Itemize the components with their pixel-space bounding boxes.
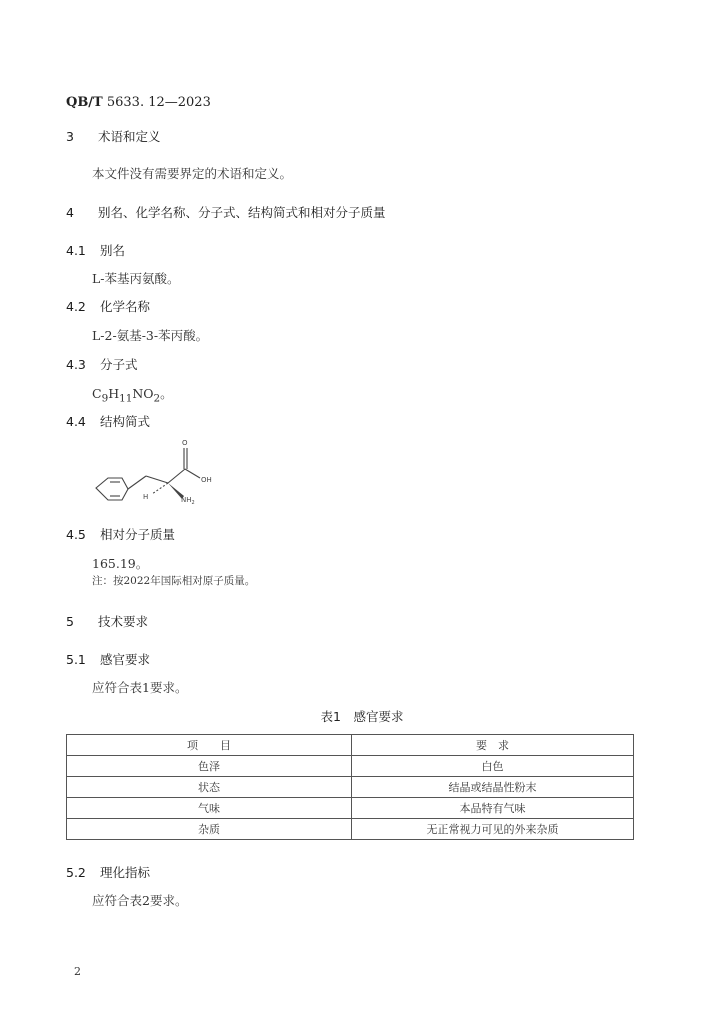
page-number: 2 xyxy=(74,965,81,978)
section-4-2-text: L-2-氨基-3-苯丙酸。 xyxy=(92,328,209,343)
molecular-mass-note: 注：按2022年国际相对原子质量。 xyxy=(92,575,256,587)
table-cell: 结晶或结晶性粉末 xyxy=(352,777,634,798)
table-cell: 气味 xyxy=(67,798,352,819)
section-4-2-heading: 4.2 化学名称 xyxy=(66,299,151,314)
table-row xyxy=(67,777,634,798)
molecular-formula: $C_9H_{11}NO_2$。 xyxy=(92,386,173,405)
section-5-1-text: 应符合表1要求。 xyxy=(92,680,188,695)
table-1-caption: 表1 感官要求 xyxy=(320,709,404,724)
section-4-1-text: L-苯基丙氨酸。 xyxy=(92,271,180,286)
section-5-2-heading: 5.2 理化指标 xyxy=(66,865,151,880)
hydroxyl-label: OH xyxy=(201,476,212,484)
section-3-heading: 3 术语和定义 xyxy=(66,129,161,144)
section-5-2-text: 应符合表2要求。 xyxy=(92,893,188,908)
table-header-row xyxy=(67,735,634,756)
table-header-item: 项 目 xyxy=(67,735,352,756)
table-cell: 杂质 xyxy=(67,819,352,840)
structural-formula-diagram xyxy=(88,436,228,514)
section-4-3-heading: 4.3 分子式 xyxy=(66,357,138,372)
benzene-ring xyxy=(96,478,128,500)
standard-number: QB/T 5633. 12—2023 xyxy=(66,95,211,110)
hydrogen-label: H xyxy=(143,493,149,501)
section-4-1-heading: 4.1 别名 xyxy=(66,243,126,258)
table-row xyxy=(67,819,634,840)
table-cell: 无正常视力可见的外来杂质 xyxy=(352,819,634,840)
section-3-text: 本文件没有需要界定的术语和定义。 xyxy=(92,166,293,181)
section-4-4-heading: 4.4 结构简式 xyxy=(66,414,151,429)
table-cell: 色泽 xyxy=(67,756,352,777)
table-cell: 本品特有气味 xyxy=(352,798,634,819)
table-row xyxy=(67,798,634,819)
section-5-1-heading: 5.1 感官要求 xyxy=(66,652,151,667)
molecular-mass-value: 165.19。 xyxy=(92,556,149,571)
table-row xyxy=(67,756,634,777)
sensory-requirements-table xyxy=(66,734,634,840)
section-4-heading: 4 别名、化学名称、分子式、结构简式和相对分子质量 xyxy=(66,205,386,220)
table-cell: 白色 xyxy=(352,756,634,777)
amino-label: $NH_2$ xyxy=(181,496,195,506)
section-5-heading: 5 技术要求 xyxy=(66,614,149,629)
table-cell: 状态 xyxy=(67,777,352,798)
table-header-requirement: 要 求 xyxy=(352,735,634,756)
oxygen-label: O xyxy=(182,439,188,447)
section-4-5-heading: 4.5 相对分子质量 xyxy=(66,527,176,542)
